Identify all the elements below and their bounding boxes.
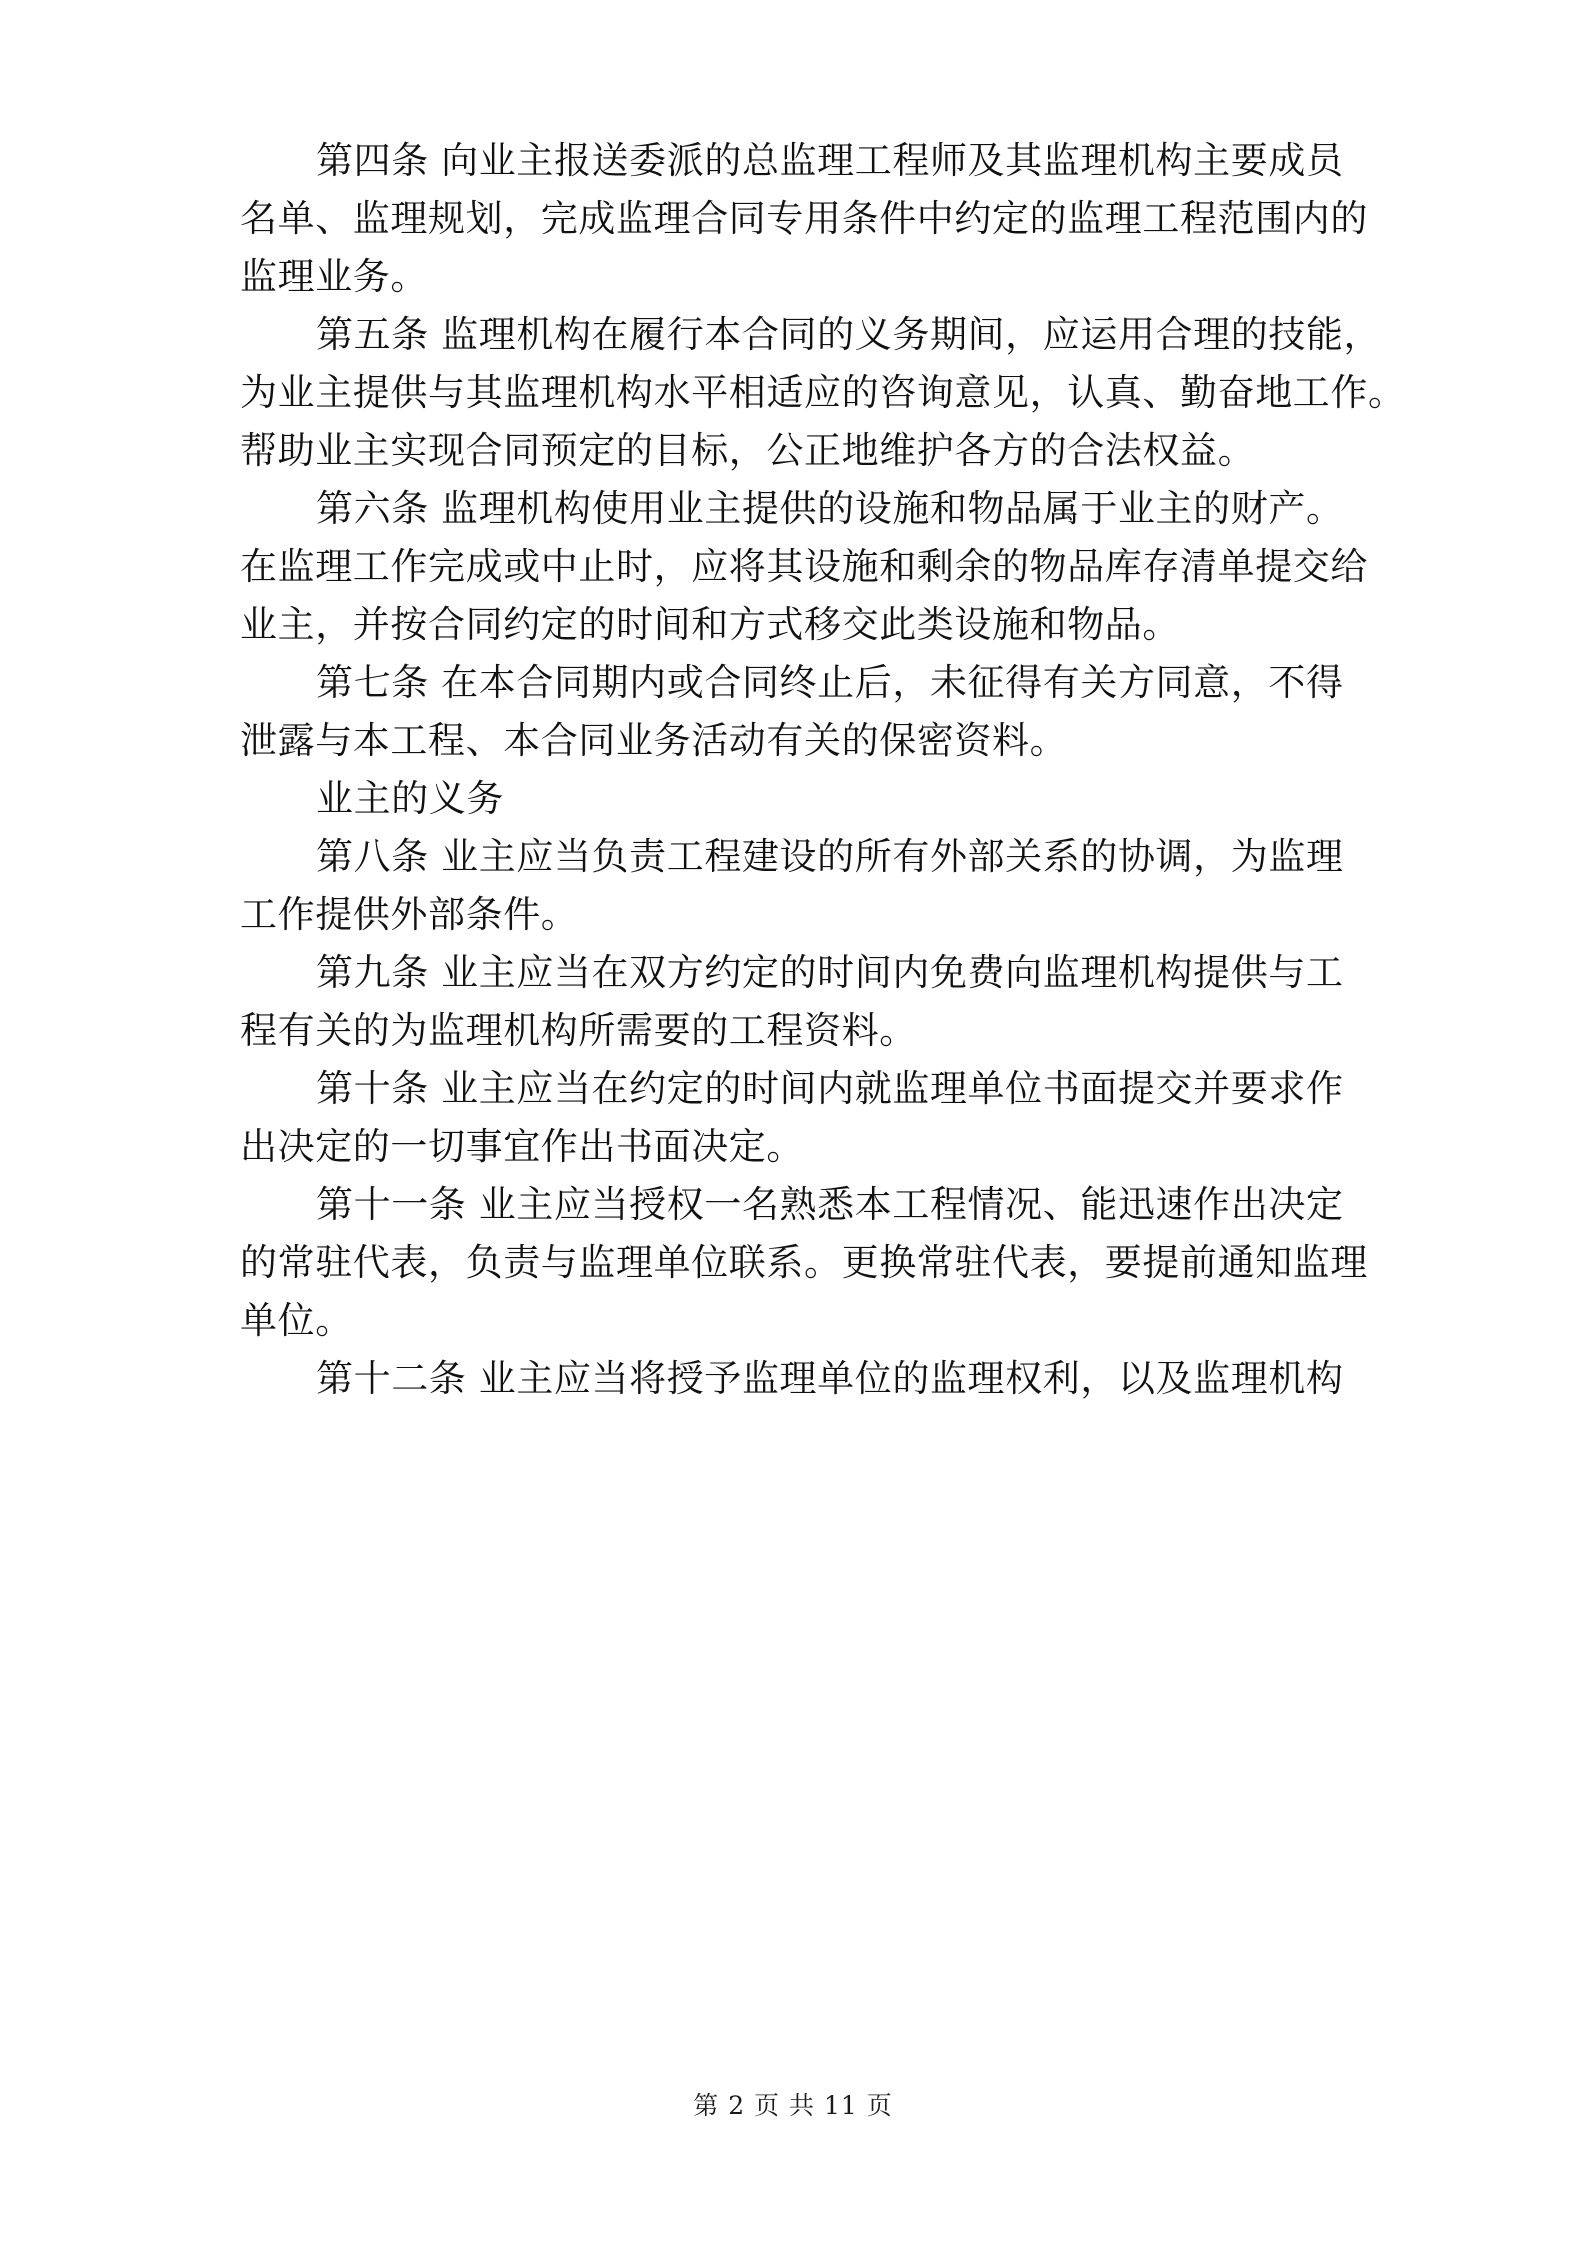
section-heading: 业主的义务 bbox=[316, 777, 504, 820]
text-line: 第十一条 业主应当授权一名熟悉本工程情况、能迅速作出决定 bbox=[316, 1183, 1344, 1226]
page-number-footer: 第 2 页 共 11 页 bbox=[693, 2091, 893, 2120]
text-line: 名单、监理规划，完成监理合同专用条件中约定的监理工程范围内的 bbox=[240, 197, 1368, 240]
text-line: 监理业务。 bbox=[240, 255, 428, 298]
text-line: 帮助业主实现合同预定的目标，公正地维护各方的合法权益。 bbox=[240, 429, 1256, 472]
text-line: 泄露与本工程、本合同业务活动有关的保密资料。 bbox=[240, 719, 1068, 762]
text-line: 第七条 在本合同期内或合同终止后，未征得有关方同意，不得 bbox=[316, 661, 1344, 704]
text-line: 第九条 业主应当在双方约定的时间内免费向监理机构提供与工 bbox=[316, 951, 1344, 994]
text-line: 第十条 业主应当在约定的时间内就监理单位书面提交并要求作 bbox=[316, 1067, 1344, 1110]
text-line: 程有关的为监理机构所需要的工程资料。 bbox=[240, 1009, 917, 1052]
text-line: 第四条 向业主报送委派的总监理工程师及其监理机构主要成员 bbox=[316, 139, 1344, 182]
text-line: 第六条 监理机构使用业主提供的设施和物品属于业主的财产。 bbox=[316, 487, 1344, 530]
text-line: 为业主提供与其监理机构水平相适应的咨询意见，认真、勤奋地工作。 bbox=[240, 371, 1406, 414]
text-line: 业主，并按合同约定的时间和方式移交此类设施和物品。 bbox=[240, 603, 1180, 646]
text-line: 第十二条 业主应当将授予监理单位的监理权利，以及监理机构 bbox=[316, 1357, 1344, 1400]
text-line: 在监理工作完成或中止时，应将其设施和剩余的物品库存清单提交给 bbox=[240, 545, 1368, 588]
text-line: 出决定的一切事宜作出书面决定。 bbox=[240, 1125, 804, 1168]
text-line: 第八条 业主应当负责工程建设的所有外部关系的协调，为监理 bbox=[316, 835, 1344, 878]
text-line: 第五条 监理机构在履行本合同的义务期间，应运用合理的技能， bbox=[316, 313, 1382, 356]
text-line: 单位。 bbox=[240, 1299, 353, 1342]
text-line: 的常驻代表，负责与监理单位联系。更换常驻代表，要提前通知监理 bbox=[240, 1241, 1368, 1284]
text-line: 工作提供外部条件。 bbox=[240, 893, 579, 936]
